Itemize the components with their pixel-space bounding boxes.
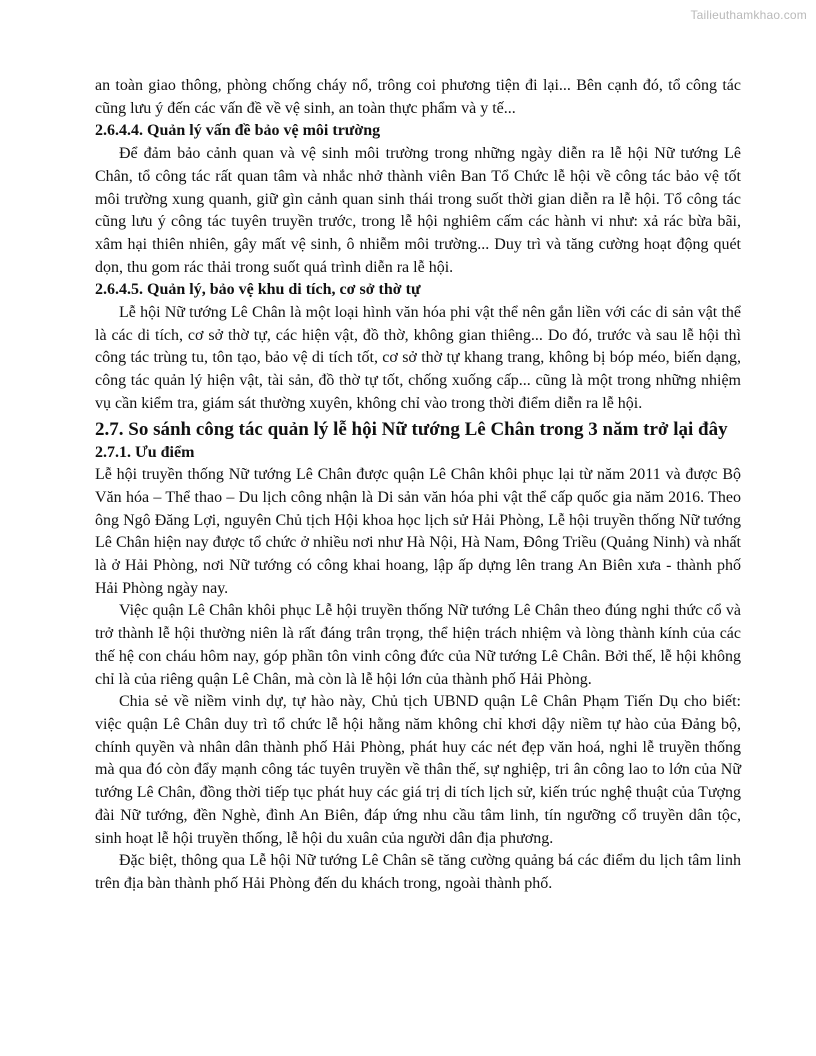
heading-2-6-4-5: 2.6.4.5. Quản lý, bảo vệ khu di tích, cơ sở thờ tự xyxy=(95,281,421,299)
heading-2-7-1: 2.7.1. Ưu điểm xyxy=(95,443,195,461)
heading-2-6-4-4: 2.6.4.4. Quản lý vấn đề bảo vệ môi trường xyxy=(95,122,381,140)
paragraph-restoration: Lễ hội truyền thống Nữ tướng Lê Chân được quận Lê Chân khôi phục lại từ năm 2011 và được Bộ Văn hóa – Thể thao – Du lịch công nhận là Di sản văn hóa phi vật thể cấp quốc gia năm 2016. Theo ông Ngô Đăng Lợi, nguyên Chủ tịch Hội khoa học lịch sử Hải Phòng, Lễ hội truyền thống Nữ tướng Lê Chân hiện nay được tổ chức ở nhiều nơi như Hà Nội, Hà Nam, Đông Triều (Quảng Ninh) và nhất là ở Hải Phòng, nơi Nữ tướng có công khai hoang, lập ấp dựng lên trang An Biên xưa - thành phố Hải Phòng ngày nay. xyxy=(95,466,741,597)
paragraph-safety: an toàn giao thông, phòng chống cháy nổ, trông coi phương tiện đi lại... Bên cạnh đó, tổ công tác cũng lưu ý đến các vấn đề về vệ sinh, an toàn thực phẩm và y tế... xyxy=(95,77,741,117)
document-page xyxy=(95,75,741,896)
paragraph-heritage-site: Lễ hội Nữ tướng Lê Chân là một loại hình văn hóa phi vật thể nên gắn liền với các di sản vật thể là các di tích, cơ sở thờ tự, các hiện vật, đồ thờ, không gian thiêng... Do đó, trước và sau lễ hội thì công tác trùng tu, tôn tạo, bảo vệ di tích tốt, cơ sở thờ tự khang trang, không bị bóp méo, biến dạng, công tác quản lý hiện vật, tài sản, đồ thờ tự tốt, chống xuống cấp... cũng là một trong những nhiệm vụ cần kiểm tra, giám sát thường xuyên, không chỉ vào trong thời điểm diễn ra lễ hội. xyxy=(95,304,741,412)
paragraph-environment: Để đảm bảo cảnh quan và vệ sinh môi trường trong những ngày diễn ra lễ hội Nữ tướng Lê Chân, tổ công tác rất quan tâm và nhắc nhở thành viên Ban Tổ Chức lễ hội về công tác bảo vệ tốt môi trường xung quanh, giữ gìn cảnh quan sinh thái trong suốt thời gian diễn ra lễ hội. Tổ công tác cũng lưu ý công tác tuyên truyền trước, trong lễ hội nghiêm cấm các hành vi như: xả rác bừa bãi, xâm hại thiên nhiên, gây mất vệ sinh, ô nhiễm môi trường... Duy trì và tăng cường hoạt động quét dọn, thu gom rác thải trong suốt quá trình diễn ra lễ hội. xyxy=(95,145,741,276)
watermark: Tailieuthamkhao.com xyxy=(690,8,807,22)
paragraph-chairman-quote: Chia sẻ về niềm vinh dự, tự hào này, Chủ tịch UBND quận Lê Chân Phạm Tiến Dụ cho biết: việc quận Lê Chân duy trì tổ chức lễ hội hằng năm không chỉ khơi dậy niềm tự hào của Đảng bộ, chính quyền và nhân dân thành phố Hải Phòng, phát huy các nét đẹp văn hoá, nghi lễ truyền thống mà qua đó còn đẩy mạnh công tác tuyên truyền về thân thế, sự nghiệp, tri ân công lao to lớn của Nữ tướng Lê Chân, đồng thời tiếp tục phát huy các giá trị di tích lịch sử, kiến trúc nghệ thuật của Tượng đài Nữ tướng, đền Nghè, đình An Biên, đáp ứng nhu cầu tâm linh, tín ngưỡng cổ truyền dân tộc, sinh hoạt lễ hội truyền thống, lễ hội du xuân của người dân địa phương. xyxy=(95,693,741,847)
heading-2-7: 2.7. So sánh công tác quản lý lễ hội Nữ tướng Lê Chân trong 3 năm trở lại đây xyxy=(95,418,728,440)
paragraph-annual-festival: Việc quận Lê Chân khôi phục Lễ hội truyền thống Nữ tướng Lê Chân theo đúng nghi thức cổ và trở thành lễ hội thường niên là rất đáng trân trọng, thể hiện trách nhiệm và lòng thành kính của các thế hệ con cháu hôm nay, góp phần tôn vinh công đức của Nữ tướng Lê Chân. Bởi thế, lễ hội không chỉ là của riêng quận Lê Chân, mà còn là lễ hội lớn của thành phố Hải Phòng. xyxy=(95,602,741,688)
paragraph-tourism: Đặc biệt, thông qua Lễ hội Nữ tướng Lê Chân sẽ tăng cường quảng bá các điểm du lịch tâm linh trên địa bàn thành phố Hải Phòng đến du khách trong, ngoài thành phố. xyxy=(95,852,741,892)
